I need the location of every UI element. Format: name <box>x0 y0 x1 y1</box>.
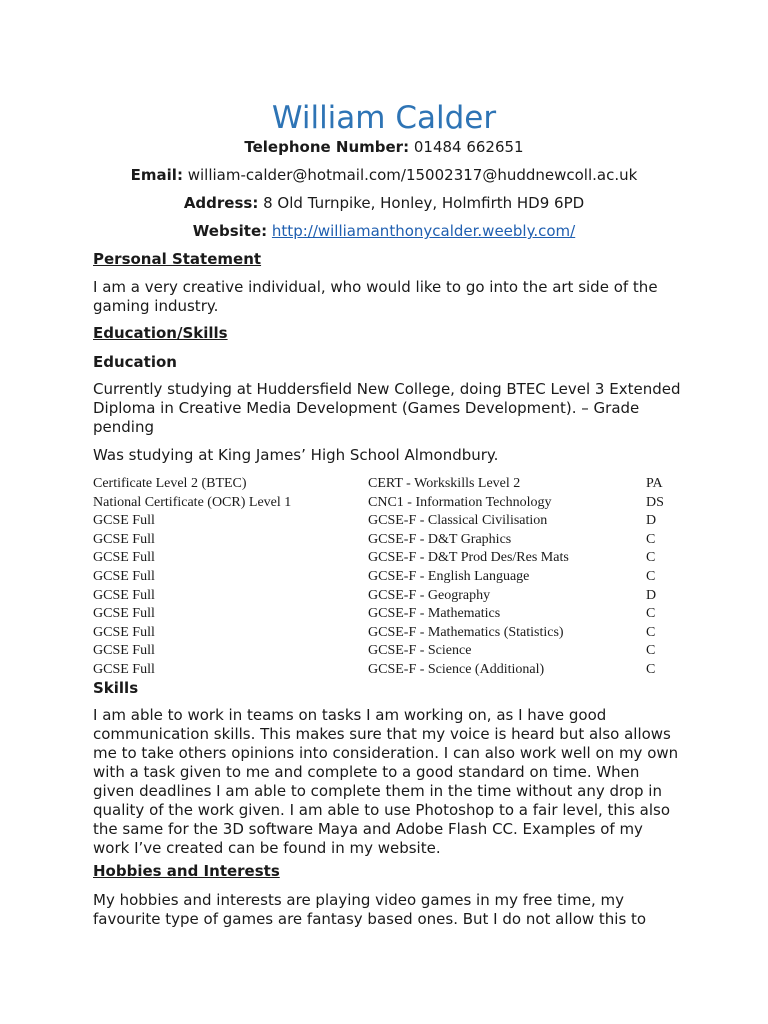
skills-heading: Skills <box>93 679 139 697</box>
personal-statement-text: I am a very creative individual, who would like to go into the art side of the gaming industry. <box>93 278 658 315</box>
grade-level: GCSE Full <box>93 531 155 547</box>
grade-subject: GCSE-F - D&T Prod Des/Res Mats <box>368 550 569 566</box>
grade-level: Certificate Level 2 (BTEC) <box>93 476 247 491</box>
email-line <box>0 165 768 185</box>
email-label: Email: <box>130 166 183 184</box>
education-text-previous: Was studying at King James’ High School Almondbury. <box>93 446 499 464</box>
education-text-current: Currently studying at Huddersfield New College, doing BTEC Level 3 Extended Diploma in Creative Media Development (Games Development). – Grade pending <box>93 380 681 436</box>
grade-subject: GCSE-F - Mathematics <box>368 606 501 622</box>
grade-result: D <box>646 513 657 529</box>
hobbies-heading: Hobbies and Interests <box>93 862 280 880</box>
telephone-value: 01484 662651 <box>413 138 524 156</box>
grade-subject: CNC1 - Information Technology <box>368 494 552 510</box>
grade-row <box>93 587 683 606</box>
grade-row <box>93 475 683 494</box>
grade-row <box>93 531 683 550</box>
grade-subject: GCSE-F - D&T Graphics <box>368 531 512 547</box>
grade-subject: CERT - Workskills Level 2 <box>368 476 521 491</box>
website-label: Website: <box>192 222 268 240</box>
grade-subject: GCSE-F - English Language <box>368 568 530 584</box>
grade-row <box>93 642 683 661</box>
grade-row <box>93 549 683 568</box>
grade-result: C <box>646 624 656 640</box>
grade-subject: GCSE-F - Geography <box>368 587 491 603</box>
grade-row <box>93 494 683 513</box>
website-link[interactable]: http://williamanthonycalder.weebly.com/ <box>271 222 576 240</box>
grade-result: C <box>646 606 656 622</box>
telephone-label: Telephone Number: <box>244 138 410 156</box>
grade-subject: GCSE-F - Science (Additional) <box>368 661 545 677</box>
grade-result: C <box>646 568 656 584</box>
grade-subject: GCSE-F - Mathematics (Statistics) <box>368 624 564 640</box>
grade-result: C <box>646 643 656 659</box>
grade-level: GCSE Full <box>93 643 155 659</box>
address-label: Address: <box>183 194 259 212</box>
skills-text: I am able to work in teams on tasks I am working on, as I have good communication skills. This makes sure that my voice is heard but also allows me to take others opinions into consideration. I can also work well on my own with a task given to me and complete to a good standard on time. When given deadlines I am able to complete them in the time without any drop in quality of the work given. I am able to use Photoshop to a fair level, this also the same for the 3D software Maya and Adobe Flash CC. Examples of my work I’ve created can be found in my website. <box>93 706 679 857</box>
grade-subject: GCSE-F - Science <box>368 643 472 659</box>
grade-result: D <box>646 587 657 603</box>
education-heading: Education <box>93 353 177 371</box>
grade-level: GCSE Full <box>93 661 155 677</box>
grade-result: C <box>646 550 656 566</box>
grade-level: GCSE Full <box>93 587 155 603</box>
grade-row <box>93 605 683 624</box>
email-value: william-calder@hotmail.com/15002317@huddnewcoll.ac.uk <box>187 166 638 184</box>
education-skills-heading: Education/Skills <box>93 324 228 342</box>
personal-statement-heading: Personal Statement <box>93 250 262 268</box>
hobbies-text: My hobbies and interests are playing video games in my free time, my favourite type of games are fantasy based ones. But I do not allow this to <box>93 891 647 928</box>
grade-level: GCSE Full <box>93 513 155 529</box>
grade-result: C <box>646 661 656 677</box>
telephone-line <box>0 137 768 157</box>
grade-level: National Certificate (OCR) Level 1 <box>93 494 292 510</box>
grades-table <box>93 475 683 680</box>
address-line <box>0 193 768 213</box>
grade-subject: GCSE-F - Classical Civilisation <box>368 513 548 529</box>
grade-level: GCSE Full <box>93 568 155 584</box>
website-line <box>0 221 768 241</box>
grade-row <box>93 624 683 643</box>
grade-row <box>93 512 683 531</box>
grade-result: PA <box>646 476 663 491</box>
grade-row <box>93 568 683 587</box>
grade-result: C <box>646 531 656 547</box>
grade-row <box>93 661 683 680</box>
grade-level: GCSE Full <box>93 606 155 622</box>
address-value: 8 Old Turnpike, Honley, Holmfirth HD9 6PD <box>263 194 585 212</box>
grade-level: GCSE Full <box>93 624 155 640</box>
grade-level: GCSE Full <box>93 550 155 566</box>
candidate-name: William Calder <box>271 100 497 136</box>
grade-result: DS <box>646 494 664 510</box>
